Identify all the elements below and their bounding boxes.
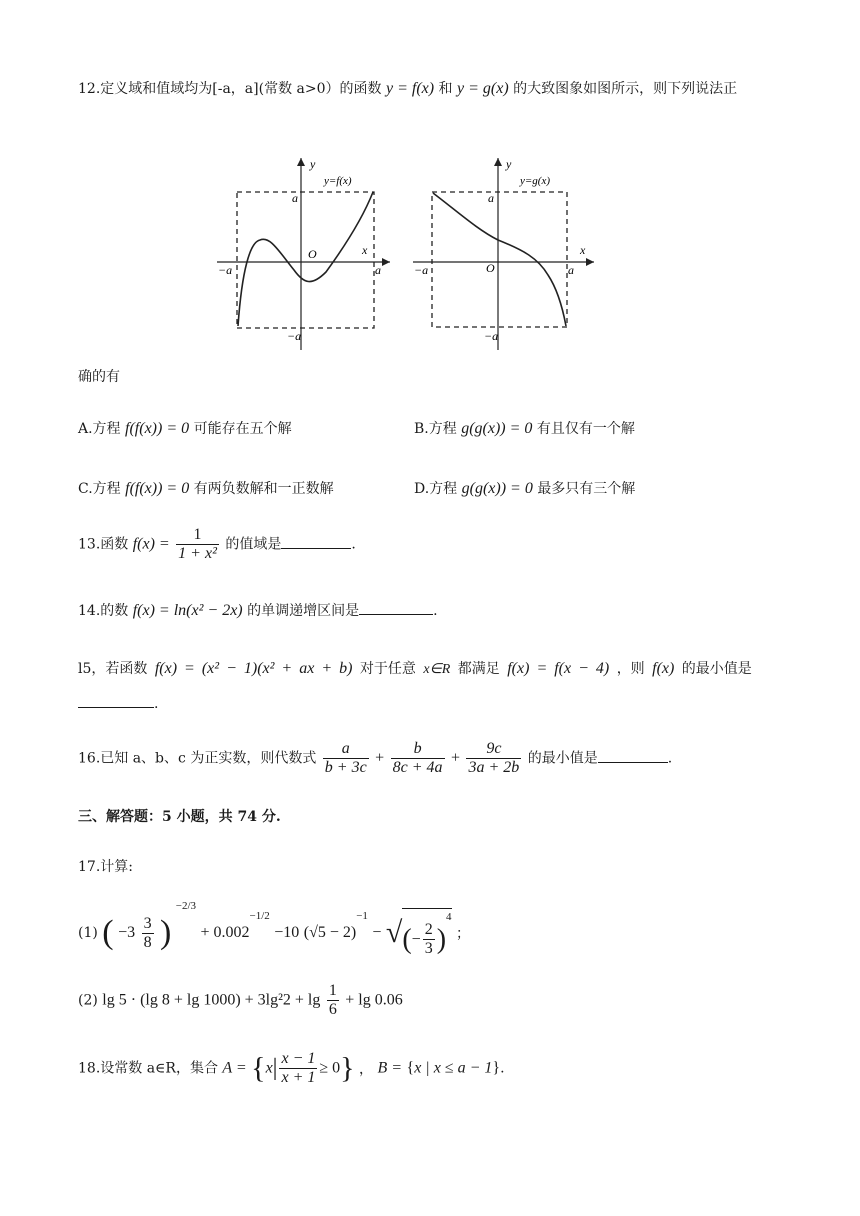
q15-cont <box>78 696 158 712</box>
q16-term1 <box>323 740 369 777</box>
graph-g-x-label: x <box>580 243 586 257</box>
q17-p2-label: (2) <box>78 992 98 1009</box>
q18-b-set-body: x | x ≤ a − 1 <box>414 1059 493 1077</box>
option-d-suffix: 最多只有三个解 <box>537 481 636 497</box>
q17-p1-b: + 0.002 <box>200 924 250 941</box>
q18-a-brace-close: } <box>340 1051 355 1085</box>
q15 <box>78 658 752 678</box>
q18-a-set-x: x <box>265 1059 273 1077</box>
q12-mid: 和 <box>438 81 453 97</box>
q12-text-before: 12.定义域和值域均为[-a，a](常数 a>0）的函数 <box>78 81 382 97</box>
graph-g-neg-a-y: −a <box>484 329 499 343</box>
q12-option-a <box>78 418 292 438</box>
q17-p1-d: − <box>372 924 382 941</box>
graph-g <box>408 150 598 360</box>
q16-t1-num: a <box>341 740 350 757</box>
q17-p2-num: 1 <box>328 982 337 999</box>
option-d-expr: g(g(x)) = 0 <box>461 480 533 497</box>
q15-cond: x∈R <box>423 662 451 677</box>
q18-a-den: x + 1 <box>281 1069 316 1086</box>
q15-answer-blank[interactable] <box>78 707 154 708</box>
q17-p1-c-group: (√5 − 2) <box>303 924 357 941</box>
option-c-suffix: 有两负数解和一正数解 <box>193 481 334 497</box>
q17-p1-d-num: 2 <box>424 921 433 939</box>
q13-suffix: 的值域是 <box>225 536 282 553</box>
option-a-prefix: A.方程 <box>78 421 121 437</box>
q14-expr: f(x) = ln(x² − 2x) <box>132 602 243 619</box>
q13-num: 1 <box>193 526 202 543</box>
q18-a-bar: | <box>272 1055 278 1081</box>
q17-p1-c: −10 <box>274 924 300 941</box>
q15-mid2: 都满足 <box>457 661 500 677</box>
q18-b-lhs: B = <box>377 1059 403 1077</box>
q17-p1-paren-close: ) <box>160 914 172 951</box>
q15-end: . <box>154 696 159 712</box>
graph-g-y-label: y <box>506 157 512 171</box>
graph-f-neg-a-x: −a <box>218 263 233 277</box>
graph-g-a-x: a <box>568 263 574 277</box>
q17-title: 17.计算: <box>78 859 133 875</box>
q14-prefix: 14.的数 <box>78 603 129 619</box>
q17-p1-c-exp: −1 <box>356 910 368 922</box>
q14 <box>78 600 438 620</box>
option-b-prefix: B.方程 <box>414 421 457 437</box>
q18-prefix: 18.设常数 a∈R，集合 <box>78 1060 218 1077</box>
q17-p1-paren-open: ( <box>102 914 114 951</box>
q13-end: . <box>351 536 356 553</box>
q17-p2-expr1: lg 5 · (lg 8 + lg 1000) + 3lg²2 + lg <box>102 991 321 1009</box>
q18 <box>78 1050 505 1087</box>
q16-end: . <box>667 750 673 767</box>
q18-a-frac <box>279 1050 317 1087</box>
q17-p1-d-den: 3 <box>424 940 433 958</box>
q16-t3-num: 9c <box>486 740 502 757</box>
q13-answer-blank[interactable] <box>281 548 351 549</box>
q12-option-b <box>414 418 635 438</box>
q15-mid1: 对于任意 <box>359 661 416 677</box>
graph-f-a-top: a <box>292 191 298 205</box>
q13-fraction <box>176 526 219 563</box>
q17-p1-a-exp: −2/3 <box>175 900 197 912</box>
q17-p1-d-exp: 4 <box>446 910 452 923</box>
q18-a-num: x − 1 <box>281 1050 316 1067</box>
q12-stem-cont: 确的有 <box>78 369 120 385</box>
q16-term3 <box>466 740 521 777</box>
q18-end: . <box>500 1060 505 1077</box>
q16 <box>78 740 672 777</box>
q17-part2 <box>78 982 403 1019</box>
option-b-suffix: 有且仅有一个解 <box>536 421 635 437</box>
q15-suffix: 的最小值是 <box>681 661 752 677</box>
q17-p1-a-frac <box>142 915 154 952</box>
option-a-expr: f(f(x)) = 0 <box>125 420 190 437</box>
option-a-suffix: 可能存在五个解 <box>193 421 292 437</box>
q18-b-set: {x | x ≤ a − 1} <box>406 1059 501 1077</box>
q15-prefix: l5，若函数 <box>78 661 148 677</box>
graph-f-y-label: y <box>310 157 316 171</box>
q12-stem <box>78 78 737 98</box>
q17-p2-frac <box>327 982 339 1019</box>
graph-f <box>212 150 392 360</box>
q15-expr2: f(x) = f(x − 4) <box>507 660 610 677</box>
q17-p1-label: (1) <box>78 925 98 941</box>
q15-expr3: f(x) <box>652 660 675 677</box>
q16-prefix: 16.已知 a、b、c 为正实数，则代数式 <box>78 750 317 767</box>
graph-g-title: y=g(x) <box>520 175 551 187</box>
q13-den: 1 + x² <box>178 545 217 562</box>
q16-plus-2: + <box>450 749 461 767</box>
graph-f-neg-a-y: −a <box>287 329 302 343</box>
q18-a-lhs: A = <box>222 1059 247 1077</box>
q16-suffix: 的最小值是 <box>527 750 598 767</box>
q17-part1 <box>78 900 470 960</box>
q17-p1-c-inner: √5 − 2 <box>309 924 351 941</box>
q18-a-rel: ≥ 0 <box>319 1059 341 1077</box>
q14-end: . <box>433 603 438 619</box>
q17-p1-a-num: 3 <box>143 914 152 932</box>
q15-expr: f(x) = (x² − 1)(x² + ax + b) <box>154 660 353 677</box>
q13 <box>78 526 356 563</box>
q13-prefix: 13.函数 <box>78 536 129 553</box>
graph-f-a-x: a <box>375 263 381 277</box>
q17-p1-end: ； <box>455 926 470 942</box>
q16-plus-1: + <box>375 749 385 767</box>
q16-t2-num: b <box>413 740 422 757</box>
q16-t2-den: 8c + 4a <box>392 759 443 776</box>
q17-p1-a-den: 8 <box>143 933 152 951</box>
q16-t3-den: 3a + 2b <box>468 759 520 776</box>
graph-g-a-top: a <box>488 191 494 205</box>
q12-f-expr: y = f(x) <box>385 80 435 97</box>
q18-comma: ， <box>359 1061 374 1078</box>
section-3-heading: 三、解答题：5 小题，共 74 分. <box>78 809 281 825</box>
q16-t1-den: b + 3c <box>324 759 367 776</box>
graph-f-x-label: x <box>362 243 368 257</box>
q16-answer-blank[interactable] <box>598 762 668 763</box>
option-b-expr: g(g(x)) = 0 <box>461 420 533 437</box>
option-c-prefix: C.方程 <box>78 481 121 497</box>
graph-f-origin: O <box>308 247 317 261</box>
graph-g-origin: O <box>486 261 495 275</box>
q17-p2-den: 6 <box>328 1001 337 1018</box>
q17-p1-d-frac <box>423 921 435 958</box>
q14-suffix: 的单调递增区间是 <box>247 603 360 619</box>
option-d-prefix: D.方程 <box>414 481 458 497</box>
q12-option-c <box>78 478 334 498</box>
q17-p1-radicand: (− $\frac{2}{3}$ )$^4$ <box>402 908 451 959</box>
q17-p2-expr2: + lg 0.06 <box>345 991 403 1009</box>
q15-mid3: ，则 <box>616 661 645 677</box>
q12-g-expr: y = g(x) <box>456 80 509 97</box>
q18-a-brace-open: { <box>251 1051 266 1085</box>
q13-lhs: f(x) = <box>132 535 170 553</box>
graph-f-title: y=f(x) <box>324 175 352 187</box>
q12-option-d <box>414 478 635 498</box>
q14-answer-blank[interactable] <box>359 614 433 615</box>
graph-g-neg-a-x: −a <box>414 263 429 277</box>
q17-p1-b-exp: −1/2 <box>249 910 270 922</box>
q16-term2 <box>391 740 445 777</box>
q17-p1-sqrt-icon: √ <box>385 916 403 949</box>
q17-p1-a: −3 <box>118 924 136 941</box>
q12-text-after: 的大致图象如图所示，则下列说法正 <box>513 81 738 97</box>
option-c-expr: f(f(x)) = 0 <box>125 480 190 497</box>
